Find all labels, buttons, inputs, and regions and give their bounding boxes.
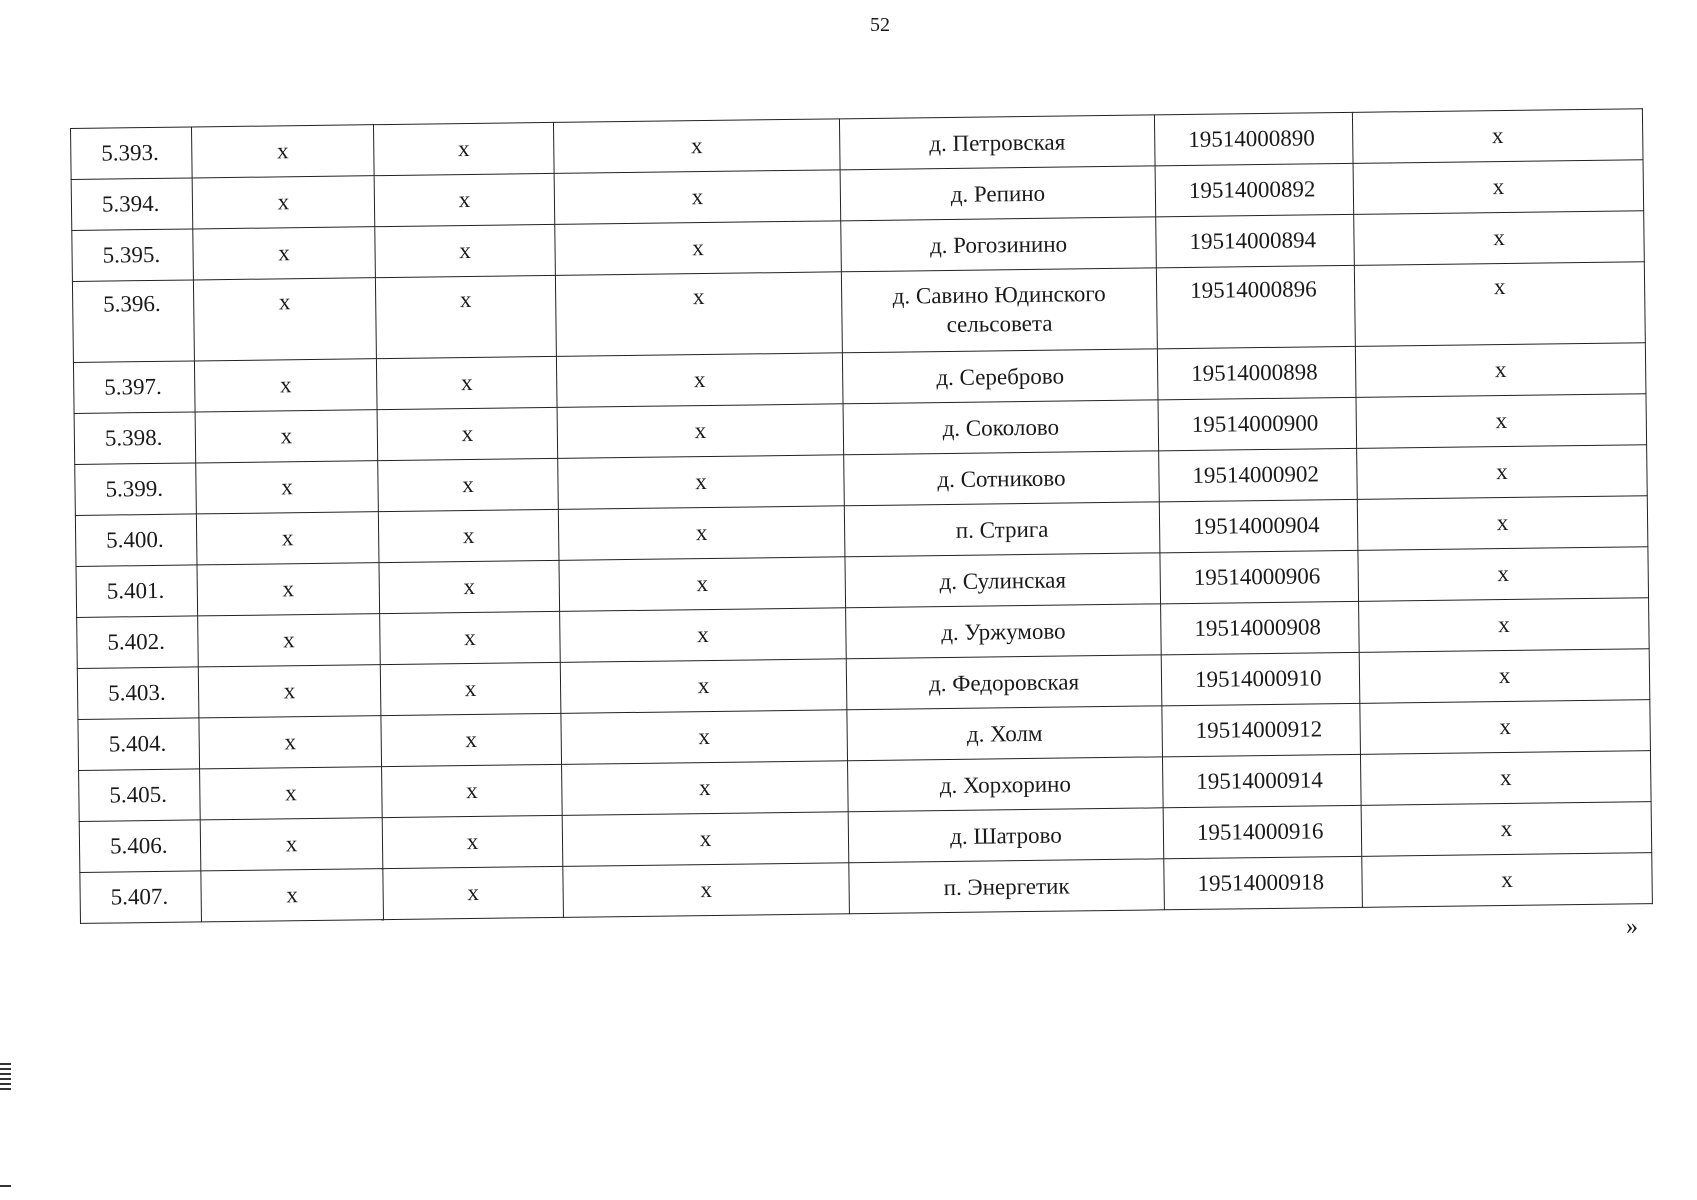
- registry-table: [70, 108, 1653, 924]
- cell-x: х: [1357, 445, 1648, 500]
- row-number: 5.394.: [71, 178, 193, 231]
- cell-x: х: [1355, 343, 1646, 398]
- oktmo-code: 19514000906: [1160, 550, 1359, 603]
- oktmo-code: 19514000918: [1164, 856, 1363, 909]
- cell-x: х: [562, 761, 849, 816]
- row-number: 5.405.: [79, 769, 201, 822]
- cell-x: х: [200, 818, 383, 871]
- row-number: 5.396.: [72, 280, 194, 363]
- cell-x: х: [201, 869, 384, 922]
- cell-x: х: [198, 665, 381, 718]
- settlement-name: д. Соколово: [843, 400, 1159, 455]
- oktmo-code: 19514000896: [1156, 265, 1355, 348]
- cell-x: х: [375, 224, 556, 277]
- cell-x: х: [562, 812, 849, 867]
- cell-x: х: [557, 404, 844, 459]
- row-number: 5.398.: [74, 412, 196, 465]
- cell-x: х: [197, 563, 380, 616]
- row-number: 5.407.: [80, 871, 202, 924]
- oktmo-code: 19514000900: [1158, 397, 1357, 450]
- oktmo-code: 19514000912: [1162, 703, 1361, 756]
- cell-x: х: [561, 710, 848, 765]
- row-number: 5.406.: [79, 820, 201, 873]
- registry-table-wrapper: [70, 108, 1652, 924]
- settlement-name: д. Хорхорино: [848, 757, 1164, 812]
- cell-x: х: [382, 764, 563, 817]
- cell-x: х: [1354, 262, 1645, 347]
- cell-x: х: [1359, 598, 1650, 653]
- cell-x: х: [555, 221, 842, 276]
- settlement-name: д. Репино: [840, 166, 1156, 221]
- cell-x: х: [560, 608, 847, 663]
- cell-x: х: [380, 611, 561, 664]
- cell-x: х: [563, 863, 850, 918]
- cell-x: х: [1360, 751, 1651, 806]
- row-number: 5.404.: [78, 718, 200, 771]
- cell-x: х: [191, 125, 374, 178]
- cell-x: х: [374, 173, 555, 226]
- oktmo-code: 19514000890: [1154, 112, 1353, 165]
- oktmo-code: 19514000908: [1161, 601, 1360, 654]
- cell-x: х: [553, 119, 840, 174]
- settlement-name: д. Уржумово: [846, 604, 1162, 659]
- oktmo-code: 19514000910: [1161, 652, 1360, 705]
- settlement-name: д. Холм: [847, 706, 1163, 761]
- cell-x: х: [1357, 496, 1648, 551]
- cell-x: х: [199, 716, 382, 769]
- cell-x: х: [558, 455, 845, 510]
- settlement-name: д. Сереброво: [842, 349, 1158, 404]
- row-number: 5.402.: [77, 616, 199, 669]
- settlement-name: д. Савино Юдинского сельсовета: [841, 268, 1157, 353]
- settlement-name: д. Федоровская: [846, 655, 1162, 710]
- page-number: 52: [870, 14, 890, 36]
- cell-x: х: [194, 359, 377, 412]
- settlement-name: п. Энергетик: [849, 859, 1165, 914]
- cell-x: х: [1353, 160, 1644, 215]
- settlement-name: д. Рогозинино: [841, 217, 1157, 272]
- cell-x: х: [558, 506, 845, 561]
- cell-x: х: [560, 659, 847, 714]
- cell-x: х: [1361, 802, 1652, 857]
- cell-x: х: [193, 278, 376, 361]
- row-number: 5.395.: [72, 229, 194, 282]
- row-number: 5.397.: [73, 361, 195, 414]
- closing-quote: »: [1626, 914, 1638, 940]
- row-number: 5.403.: [77, 667, 199, 720]
- scan-edge-dash: [0, 1185, 11, 1187]
- cell-x: х: [381, 713, 562, 766]
- cell-x: х: [554, 170, 841, 225]
- oktmo-code: 19514000894: [1156, 214, 1355, 267]
- cell-x: х: [1358, 547, 1649, 602]
- cell-x: х: [1354, 211, 1645, 266]
- cell-x: х: [383, 866, 564, 919]
- oktmo-code: 19514000892: [1155, 163, 1354, 216]
- cell-x: х: [1362, 853, 1653, 908]
- cell-x: х: [377, 407, 558, 460]
- settlement-name: п. Стрига: [844, 502, 1160, 557]
- cell-x: х: [200, 767, 383, 820]
- cell-x: х: [376, 356, 557, 409]
- oktmo-code: 19514000914: [1162, 754, 1361, 807]
- oktmo-code: 19514000902: [1159, 448, 1358, 501]
- cell-x: х: [373, 122, 554, 175]
- settlement-name: д. Сулинская: [845, 553, 1161, 608]
- row-number: 5.401.: [76, 565, 198, 618]
- cell-x: х: [1352, 109, 1643, 164]
- settlement-name: д. Петровская: [839, 115, 1155, 170]
- cell-x: х: [196, 461, 379, 514]
- cell-x: х: [195, 410, 378, 463]
- cell-x: х: [379, 560, 560, 613]
- cell-x: х: [378, 509, 559, 562]
- cell-x: х: [198, 614, 381, 667]
- scan-edge-marks: [0, 1063, 11, 1093]
- oktmo-code: 19514000916: [1163, 805, 1362, 858]
- cell-x: х: [382, 815, 563, 868]
- cell-x: х: [555, 272, 842, 357]
- row-number: 5.399.: [75, 463, 197, 516]
- row-number: 5.400.: [75, 514, 197, 567]
- oktmo-code: 19514000904: [1159, 499, 1358, 552]
- row-number: 5.393.: [71, 127, 193, 180]
- cell-x: х: [1359, 649, 1650, 704]
- cell-x: х: [378, 458, 559, 511]
- cell-x: х: [1360, 700, 1651, 755]
- cell-x: х: [193, 227, 376, 280]
- cell-x: х: [375, 275, 556, 358]
- oktmo-code: 19514000898: [1157, 346, 1356, 399]
- cell-x: х: [559, 557, 846, 612]
- cell-x: х: [556, 353, 843, 408]
- cell-x: х: [1356, 394, 1647, 449]
- settlement-name: д. Сотниково: [844, 451, 1160, 506]
- settlement-name: д. Шатрово: [848, 808, 1164, 863]
- cell-x: х: [380, 662, 561, 715]
- cell-x: х: [196, 512, 379, 565]
- cell-x: х: [192, 176, 375, 229]
